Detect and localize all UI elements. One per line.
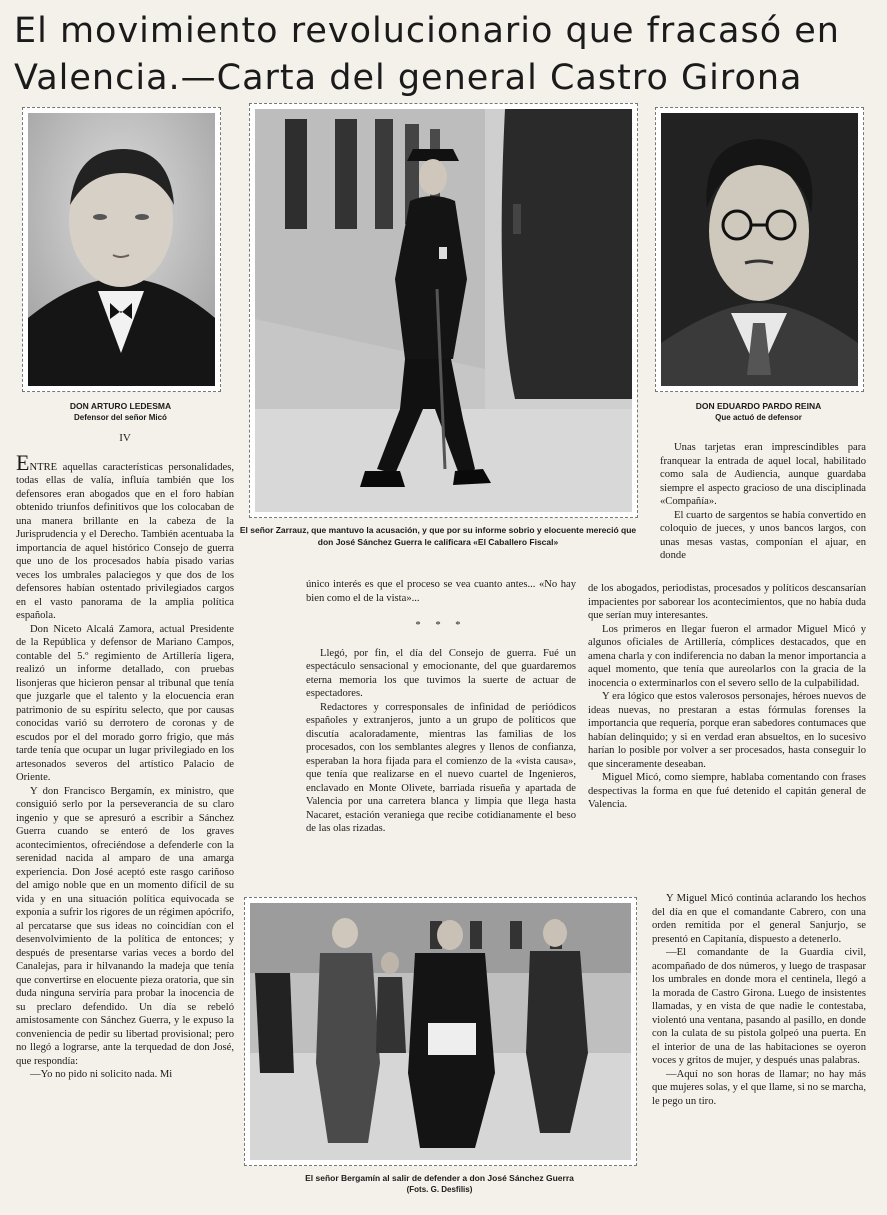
drop-cap: E [16, 449, 30, 475]
paragraph: Redactores y corresponsales de infinidad de periódicos españoles y extranjeros, junto a un grupo de políticos que discutía acaloradamente, mientras las familias de los procesados, con los semblantes alegres y llenos de confianza, esperaban la hora fijada para el comienzo de la «vista causa», que tenía que realizarse en el nuevo cuartel de Ingenieros, enclavado en Monte Olivete, barriada risueña y apartada de Valencia por una carretera blanca y limpia que llega hasta Nacaret, estación veraniega que recibe cotidianamente el beso de las olas rizadas. [306, 701, 576, 834]
zarrauz-walking-image [255, 109, 632, 512]
article-column-3-middle [588, 582, 866, 812]
article-column-2 [306, 578, 576, 836]
photo-bergamin [244, 897, 637, 1166]
paragraph: —Aquí no son horas de llamar; no hay más que mujeres solas, y el que llame, si no se marcha, le pego un tiro. [652, 1068, 866, 1107]
photo-zarrauz [249, 103, 638, 518]
paragraph: Don Niceto Alcalá Zamora, actual Presidente de la República y defensor de Mariano Campos, contable del 5.º regimiento de Artillería ligera, realizó un informe detallado, con pruebas lisonjeras que hicieron pensar al tribunal que tenía que juzgarle que el talento y la elocuencia eran patrimonio de su espíritu selecto, que por causas conocidas varió su derrotero de coronas y de escudos por el del morado gorro frigio, que más tarde tenía que ocupar un lugar privilegiado en los artesonados severos del artístico Palacio de Oriente. [16, 623, 234, 783]
article-column-1 [16, 420, 234, 1082]
separator-stars: * * * [415, 620, 467, 631]
bergamin-leaving-image [250, 903, 631, 1160]
headline-line-2: Valencia.—Carta del general Castro Girona [14, 58, 803, 98]
photo-pardo [655, 107, 864, 392]
paragraph: Y don Francisco Bergamín, ex ministro, que consiguió serlo por la perseverancia de su claro ingenio y que se apresuró a escribir a Sánchez Guerra cuando se enteró de los graves acontecimientos, ofreciéndose a defenderle con la serenidad nacida al amparo de una amarga experiencia. Don José aceptó este rasgo cariñoso del amigo noble que en un momento difícil de su vida y en una situación política equivocada se exponía a sufrir los rigores de un régimen apócrifo, al percatarse que sus ideas no coincidían con el desenvolvimiento de la política de entonces; y después de presentarse varias veces a bordo del Canalejas, para ir hilvanando la madeja que tenía que convertirse en elocuente pieza oratoria, que sin duda ninguna serviría para probar la inocencia de su preclaro defendido. Un día se rebeló amistosamente con Sánchez Guerra, y le expuso la conveniencia de pedir su libertad provisional; pero no llegó a lograrse, ante la terquedad de don José, que respondía: [16, 785, 234, 1067]
photo-ledesma [22, 107, 221, 392]
paragraph: Los primeros en llegar fueron el armador Miguel Micó y algunos oficiales de Artillería, cómplices destacados, que en amena charla y con indiferencia no daban la menor importancia a aquel momento, que tenía que aureolarlos con la gracia de la inocencia o exterminarlos con el severo sello de la culpabilidad. [588, 623, 866, 689]
caption-ledesma-name: DON ARTURO LEDESMA [69, 401, 172, 411]
paragraph: El cuarto de sargentos se había convertido en coloquio de jueces, y unos bancos largos, con unas mesas vastas, componían el ajuar, en donde [660, 509, 866, 561]
paragraph: Miguel Micó, como siempre, hablaba comentando con frases despectivas la forma en que fué detenido el capitán general de Valencia. [588, 772, 866, 810]
paragraph: —El comandante de la Guardia civil, acompañado de dos números, y luego de traspasar los umbrales en donde mora el centinela, llegó a la morada de Castro Girona. Luego de insistentes llamadas, y en vista de que nadie le contestaba, violentó una ventana, pasando al pasillo, en donde con la culata de su pistola golpeó una puerta. En el interior de una de las habitaciones se oyeron voces y gritos de mujer, y después unas palabras. [652, 947, 866, 1066]
caption-zarrauz-text: El señor Zarrauz, que mantuvo la acusación, y que por su informe sobrio y elocuente mereció que don José Sánchez Guerra le calificara «El Caballero Fiscal» [239, 525, 637, 547]
caption-pardo-desc: Que actuó de defensor [715, 413, 802, 422]
article-column-3-bottom [652, 892, 866, 1108]
paragraph: Llegó, por fin, el día del Consejo de guerra. Fué un espectáculo sensacional y emocionante, del que guardaremos eterna memoria los que tuvimos la suerte de actuar de espectadores. [306, 647, 576, 699]
paragraph: ENTRE aquellas características personalidades, todas ellas de valía, influía también que los defensores eran abogados que en el foro habían obtenido triunfos definitivos que los colocaban de una manera brillante en la cabeza de la Jurisprudencia y el Derecho. También acentuaba la importancia de aquel histórico Consejo de guerra que uno de los procesados había pisado varias veces los umbrales palaciegos y que dos de los defensores habían ostentado privilegiados cargos en el vasto panorama de la amplia política española. [16, 449, 234, 621]
paragraph: único interés es que el proceso se vea cuanto antes... «No hay bien como el de la vista»... [306, 579, 576, 604]
caption-pardo-name: DON EDUARDO PARDO REINA [695, 401, 822, 411]
paragraph: —Yo no pido ni solicito nada. Mi [30, 1069, 173, 1080]
caption-bergamin-credit: (Fots. G. Desfilis) [406, 1185, 473, 1194]
headline [14, 8, 874, 102]
paragraph: Y era lógico que estos valerosos personajes, héroes nuevos de ideas nuevas, no prestaran a estas fórmulas forenses la importancia que requería, porque eran sabedores contumaces que habían delinquido; y si en verdad eran absueltos, en lo sucesivo harían lo posible por volver a ser procesados, hasta conseguir lo que sinceramente deseaban. [588, 691, 866, 770]
caption-ledesma-desc: Defensor del señor Micó [74, 413, 167, 422]
article-column-3-top [660, 441, 866, 563]
portrait-pardo-image [661, 113, 858, 386]
caption-zarrauz [238, 524, 638, 548]
caption-bergamin-text: El señor Bergamín al salir de defender a don José Sánchez Guerra [305, 1173, 574, 1183]
section-number: IV [119, 432, 131, 444]
caption-pardo [655, 400, 862, 424]
portrait-ledesma-image [28, 113, 215, 386]
headline-line-1: El movimiento revolucionario que fracasó en [14, 11, 840, 51]
paragraph: Y Miguel Micó continúa aclarando los hechos del día en que el comandante Cabrero, con una orden remitida por el general Sanjurjo, se presentó en Capitanía, dispuesto a detenerlo. [652, 893, 866, 945]
caption-bergamin [244, 1172, 635, 1196]
paragraph: de los abogados, periodistas, procesados y políticos descansarían impacientes por saborear los acontecimientos, que no había duda que serían muy interesantes. [588, 583, 866, 621]
paragraph: Unas tarjetas eran imprescindibles para franquear la entrada de aquel local, habilitado como sala de Audiencia, aunque guardaba siempre el aspecto gracioso de una disciplinada «Compañía». [660, 442, 866, 507]
